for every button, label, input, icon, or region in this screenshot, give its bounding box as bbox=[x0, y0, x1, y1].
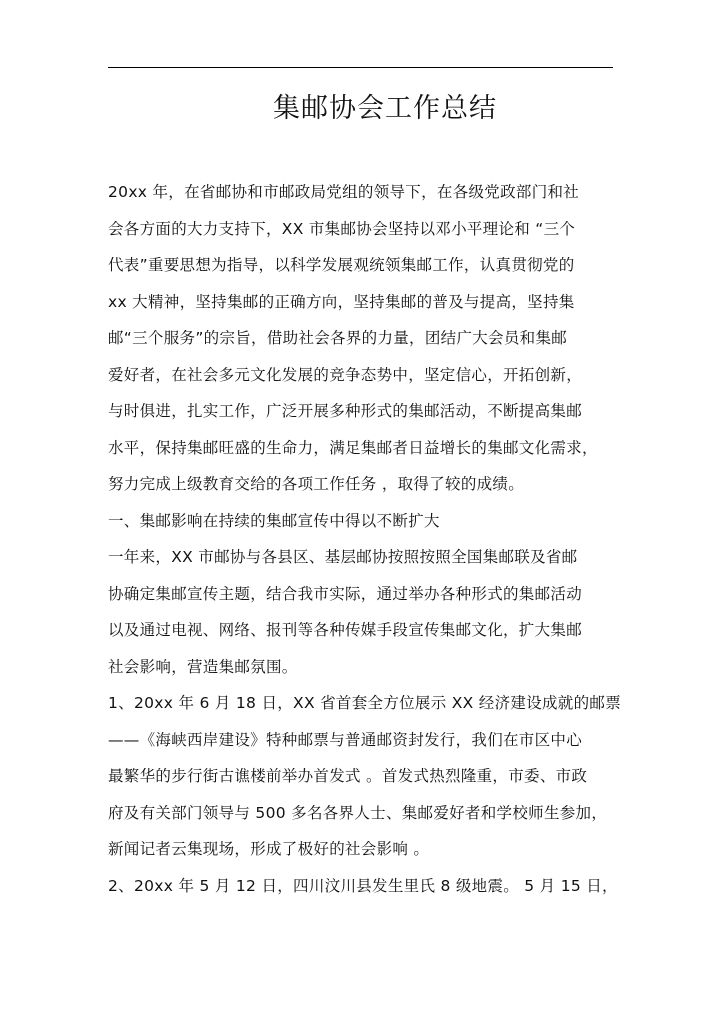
header-rule bbox=[108, 67, 613, 68]
body-line: 社会影响，营造集邮氛围。 bbox=[108, 657, 298, 676]
body-line: 一、集邮影响在持续的集邮宣传中得以不断扩大 bbox=[108, 511, 440, 530]
body-line: 代表”重要思想为指导，以科学发展观统领集邮工作，认真贯彻党的 bbox=[108, 256, 575, 274]
body-line: 2、20xx 年 5 月 12 日，四川汶川县发生里氏 8 级地震。 5 月 15 日， bbox=[108, 876, 618, 895]
body-line: 邮“三个服务”的宗旨，借助社会各界的力量，团结广大会员和集邮 bbox=[108, 329, 568, 347]
body-line: 一年来，XX 市邮协与各县区、基层邮协按照按照全国集邮联及省邮 bbox=[108, 548, 578, 566]
body-line: 1、20xx 年 6 月 18 日，XX 省首套全方位展示 XX 经济建设成就的邮票 bbox=[108, 694, 622, 712]
document-body bbox=[108, 178, 620, 908]
body-line: 努力完成上级教育交给的各项工作任务 ，取得了较的成绩。 bbox=[108, 475, 525, 493]
body-line: 最繁华的步行街古谯楼前举办首发式 。首发式热烈隆重，市委、市政 bbox=[108, 767, 588, 785]
body-line: 新闻记者云集现场，形成了极好的社会影响 。 bbox=[108, 840, 430, 858]
body-line: xx 大精神，坚持集邮的正确方向，坚持集邮的普及与提高，坚持集 bbox=[108, 292, 575, 311]
body-line: 府及有关部门领导与 500 多名各界人士、集邮爱好者和学校师生参加， bbox=[108, 803, 608, 822]
document-title: 集邮协会工作总结 bbox=[273, 93, 497, 124]
body-line: 爱好者，在社会多元文化发展的竞争态势中，坚定信心，开拓创新， bbox=[108, 365, 583, 384]
body-line: 会各方面的大力支持下，XX 市集邮协会坚持以邓小平理论和 “三个 bbox=[108, 219, 576, 238]
body-line: 协确定集邮宣传主题，结合我市实际，通过举办各种形式的集邮活动 bbox=[108, 584, 583, 603]
body-line: 水平，保持集邮旺盛的生命力，满足集邮者日益增长的集邮文化需求， bbox=[108, 438, 598, 457]
body-line: 20xx 年，在省邮协和市邮政局党组的领导下，在各级党政部门和社 bbox=[108, 183, 580, 201]
body-line: 以及通过电视、网络、报刊等各种传媒手段宣传集邮文化，扩大集邮 bbox=[108, 621, 583, 639]
body-line: ——《海峡西岸建设》特种邮票与普通邮资封发行，我们在市区中心 bbox=[108, 730, 583, 749]
body-line: 与时俱进，扎实工作，广泛开展多种形式的集邮活动，不断提高集邮 bbox=[108, 402, 583, 420]
